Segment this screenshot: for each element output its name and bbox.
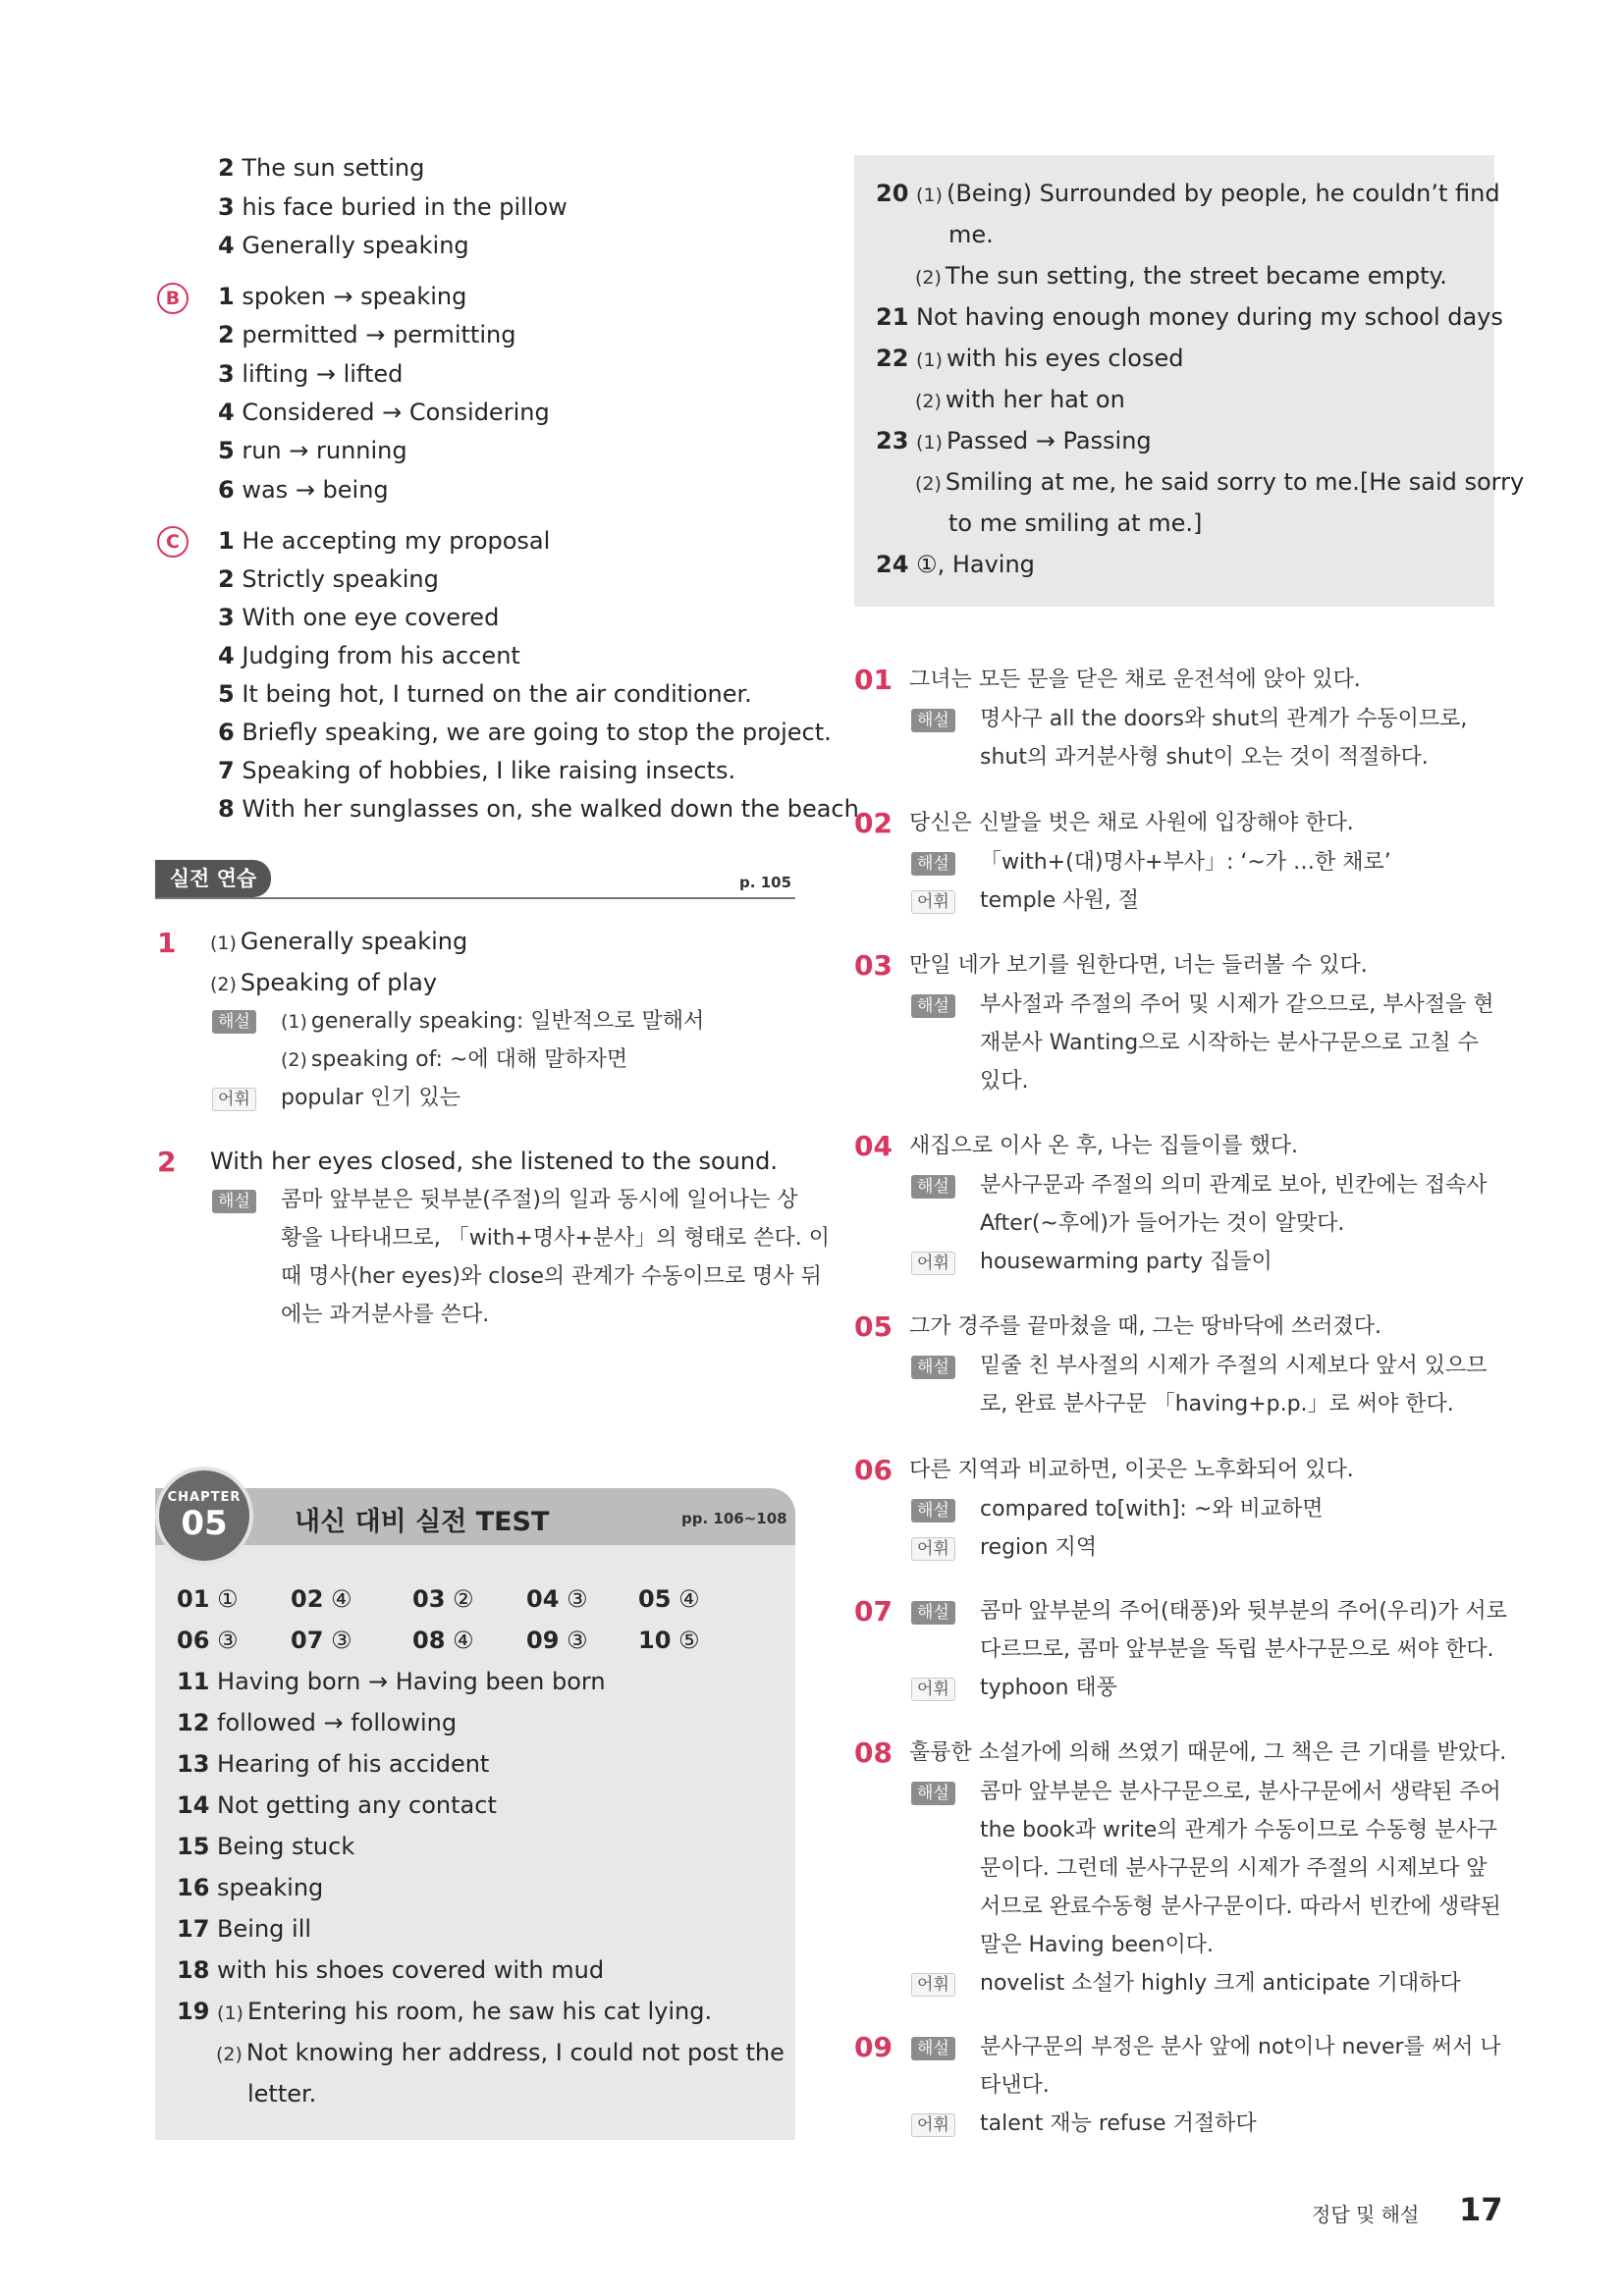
answer-q22-line-2: (2) with her hat on: [915, 386, 1125, 413]
practice-q2-exp-line: 콤마 앞부분은 뒷부분(주절)의 일과 동시에 일어나는 상: [281, 1188, 798, 1212]
grid-cell: 03 ②: [412, 1585, 474, 1613]
explanation-tag: 해설: [911, 994, 955, 1018]
explanation-line: 부사절과 주절의 주어 및 시제가 같으므로, 부사절을 현: [980, 992, 1494, 1017]
explanation-line: 로, 완료 분사구문 「having+p.p.」로 써야 한다.: [980, 1392, 1454, 1416]
list-item: 4 Considered → Considering: [218, 399, 550, 426]
practice-q2-number: 2: [157, 1146, 177, 1178]
explanation-number: 06: [854, 1454, 893, 1486]
explanation-line: 문이다. 그런데 분사구문의 시제가 주절의 시제보다 앞: [980, 1856, 1488, 1881]
vocab-line: region 지역: [980, 1535, 1098, 1560]
list-item: 13 Hearing of his accident: [177, 1750, 490, 1778]
explanation-line: 있다.: [980, 1069, 1029, 1094]
explanation-number: 09: [854, 2031, 893, 2063]
explanation-number: 01: [854, 664, 893, 696]
list-item: 11 Having born → Having been born: [177, 1668, 606, 1695]
list-item: 7 Speaking of hobbies, I like raising insects.: [218, 757, 736, 784]
explanation-tag: 해설: [911, 1601, 955, 1625]
explanation-line: 분사구문의 부정은 분사 앞에 not이나 never를 써서 나: [980, 2035, 1501, 2059]
explanation-tag: 해설: [911, 2037, 955, 2060]
list-item: 2 permitted → permitting: [218, 321, 516, 348]
list-item: 6 was → being: [218, 476, 389, 504]
explanation-tag: 해설: [212, 1190, 256, 1213]
vocab-tag: 어휘: [911, 1252, 955, 1275]
list-item: 2 Strictly speaking: [218, 565, 439, 593]
grid-cell: 07 ③: [291, 1627, 352, 1654]
vocab-tag: 어휘: [911, 890, 955, 914]
answer-q20-line-2: me.: [948, 221, 994, 248]
explanation-line: shut의 과거분사형 shut이 오는 것이 적절하다.: [980, 745, 1429, 770]
list-item: 3 his face buried in the pillow: [218, 193, 568, 221]
answer-q20-line-3: (2) The sun setting, the street became empty.: [915, 262, 1447, 290]
section-b-marker: B: [157, 283, 189, 314]
test-q19-line-3: letter.: [247, 2080, 317, 2108]
list-item: 5 It being hot, I turned on the air conditioner.: [218, 680, 752, 708]
page-number: 17: [1459, 2191, 1503, 2228]
grid-cell: 04 ③: [526, 1585, 588, 1613]
explanation-line: 서므로 완료수동형 분사구문이다. 따라서 빈칸에 생략된: [980, 1895, 1501, 1919]
korean-translation: 그가 경주를 끝마쳤을 때, 그는 땅바닥에 쓰러졌다.: [909, 1314, 1381, 1339]
practice-q2-exp-line: 에는 과거분사를 쓴다.: [281, 1303, 490, 1327]
explanation-line: 콤마 앞부분의 주어(태풍)와 뒷부분의 주어(우리)가 서로: [980, 1599, 1507, 1624]
list-item: 2 The sun setting: [218, 154, 425, 182]
practice-q1-exp-1: (1) generally speaking: 일반적으로 말해서: [281, 1009, 705, 1034]
list-item: 4 Judging from his accent: [218, 642, 520, 669]
list-item: 12 followed → following: [177, 1709, 458, 1736]
list-item: 3 lifting → lifted: [218, 360, 404, 388]
explanation-line: 밑줄 친 부사절의 시제가 주절의 시제보다 앞서 있으므: [980, 1354, 1488, 1378]
vocab-line: temple 사원, 절: [980, 888, 1139, 913]
test-q19-line-2: (2) Not knowing her address, I could not post the: [216, 2039, 785, 2066]
practice-q1-vocab: popular 인기 있는: [281, 1086, 460, 1110]
explanation-line: After(~후에)가 들어가는 것이 알맞다.: [980, 1211, 1345, 1236]
answer-q23-line-3: to me smiling at me.]: [948, 509, 1203, 537]
vocab-line: novelist 소설가 highly 크게 anticipate 기대하다: [980, 1971, 1461, 1996]
korean-translation: 당신은 신발을 벗은 채로 사원에 입장해야 한다.: [909, 811, 1354, 835]
grid-cell: 02 ④: [291, 1585, 352, 1613]
explanation-line: the book과 write의 관계가 수동이므로 수동형 분사구: [980, 1818, 1498, 1842]
vocab-tag: 어휘: [911, 1973, 955, 1997]
grid-cell: 10 ⑤: [638, 1627, 700, 1654]
list-item: 16 speaking: [177, 1874, 324, 1901]
explanation-tag: 해설: [911, 1356, 955, 1379]
chapter-label: CHAPTER: [167, 1490, 242, 1505]
explanation-number: 05: [854, 1310, 893, 1343]
practice-q2-answer: With her eyes closed, she listened to the sound.: [210, 1148, 778, 1175]
practice-rule: [155, 897, 795, 899]
practice-q1-answer-2: (2) Speaking of play: [210, 969, 438, 996]
explanation-number: 08: [854, 1736, 893, 1769]
vocab-tag: 어휘: [911, 1678, 955, 1701]
list-item: 17 Being ill: [177, 1915, 312, 1943]
practice-q1-number: 1: [157, 927, 177, 959]
list-item: 1 spoken → speaking: [218, 283, 467, 310]
vocab-line: housewarming party 집들이: [980, 1250, 1272, 1274]
explanation-line: 타낸다.: [980, 2073, 1050, 2098]
grid-cell: 06 ③: [177, 1627, 239, 1654]
explanation-line: 다르므로, 콤마 앞부분을 독립 분사구문으로 써야 한다.: [980, 1637, 1494, 1662]
practice-q1-answer-1: (1) Generally speaking: [210, 928, 468, 955]
test-title: 내신 대비 실전 TEST: [295, 1507, 550, 1537]
explanation-line: 콤마 앞부분은 분사구문으로, 분사구문에서 생략된 주어: [980, 1780, 1501, 1804]
grid-cell: 01 ①: [177, 1585, 239, 1613]
explanation-tag: 해설: [911, 1175, 955, 1199]
list-item: 5 run → running: [218, 437, 407, 464]
list-item: 18 with his shoes covered with mud: [177, 1956, 605, 1984]
answer-q23-line-2: (2) Smiling at me, he said sorry to me.[He said sorry: [915, 468, 1525, 496]
explanation-line: 분사구문과 주절의 의미 관계로 보아, 빈칸에는 접속사: [980, 1173, 1488, 1198]
grid-cell: 05 ④: [638, 1585, 700, 1613]
explanation-line: 「with+(대)명사+부사」: ‘~가 …한 채로’: [980, 850, 1391, 875]
vocab-line: typhoon 태풍: [980, 1676, 1117, 1700]
practice-label: 실전 연습: [155, 860, 271, 897]
practice-q2-exp-line: 황을 나타내므로, 「with+명사+분사」의 형태로 쓴다. 이: [281, 1226, 831, 1251]
list-item: 15 Being stuck: [177, 1833, 355, 1860]
practice-page-ref: p. 105: [739, 874, 791, 891]
list-item: 4 Generally speaking: [218, 232, 469, 259]
grid-cell: 08 ④: [412, 1627, 474, 1654]
vocab-tag: 어휘: [911, 1537, 955, 1561]
korean-translation: 만일 네가 보기를 원한다면, 너는 들러볼 수 있다.: [909, 953, 1368, 978]
vocab-tag: 어휘: [911, 2113, 955, 2137]
korean-translation: 다른 지역과 비교하면, 이곳은 노후화되어 있다.: [909, 1458, 1354, 1482]
explanation-number: 07: [854, 1595, 893, 1628]
answer-q21: 21 Not having enough money during my school days: [876, 303, 1503, 331]
explanation-tag: 해설: [212, 1010, 256, 1034]
vocab-line: talent 재능 refuse 거절하다: [980, 2111, 1257, 2136]
korean-translation: 새집으로 이사 온 후, 나는 집들이를 했다.: [909, 1134, 1298, 1158]
explanation-tag: 해설: [911, 709, 955, 732]
korean-translation: 그녀는 모든 문을 닫은 채로 운전석에 앉아 있다.: [909, 667, 1361, 692]
explanation-number: 02: [854, 807, 893, 839]
explanation-number: 03: [854, 949, 893, 982]
practice-q2-exp-line: 때 명사(her eyes)와 close의 관계가 수동이므로 명사 뒤: [281, 1264, 822, 1289]
footer-label: 정답 및 해설: [1312, 2203, 1420, 2226]
korean-translation: 훌륭한 소설가에 의해 쓰였기 때문에, 그 책은 큰 기대를 받았다.: [909, 1740, 1507, 1765]
list-item: 6 Briefly speaking, we are going to stop the project.: [218, 719, 832, 746]
grid-cell: 09 ③: [526, 1627, 588, 1654]
section-c-marker: C: [157, 526, 189, 558]
answer-q24: 24 ①, Having: [876, 551, 1035, 578]
answer-q22-line-1: 22 (1) with his eyes closed: [876, 345, 1184, 372]
explanation-line: compared to[with]: ~와 비교하면: [980, 1497, 1324, 1522]
explanation-tag: 해설: [911, 1499, 955, 1522]
list-item: 8 With her sunglasses on, she walked down the beach.: [218, 795, 867, 823]
practice-q1-exp-2: (2) speaking of: ~에 대해 말하자면: [281, 1047, 628, 1072]
explanation-line: 말은 Having been이다.: [980, 1933, 1215, 1957]
explanation-line: 명사구 all the doors와 shut의 관계가 수동이므로,: [980, 707, 1468, 731]
list-item: 3 With one eye covered: [218, 604, 500, 631]
answer-q20-line-1: 20 (1) (Being) Surrounded by people, he couldn’t find: [876, 180, 1500, 207]
explanation-tag: 해설: [911, 852, 955, 876]
answer-q23-line-1: 23 (1) Passed → Passing: [876, 427, 1152, 454]
vocab-tag: 어휘: [212, 1088, 256, 1111]
list-item: 14 Not getting any contact: [177, 1791, 497, 1819]
explanation-line: 재분사 Wanting으로 시작하는 분사구문으로 고칠 수: [980, 1031, 1479, 1055]
chapter-number: 05: [181, 1504, 228, 1543]
practice-header: [155, 860, 795, 901]
explanation-tag: 해설: [911, 1782, 955, 1805]
test-page-ref: pp. 106~108: [681, 1510, 787, 1527]
explanation-number: 04: [854, 1130, 893, 1162]
chapter-badge: [155, 1467, 253, 1565]
list-item: 1 He accepting my proposal: [218, 527, 551, 555]
test-q19-line-1: 19 (1) Entering his room, he saw his cat lying.: [177, 1998, 713, 2025]
